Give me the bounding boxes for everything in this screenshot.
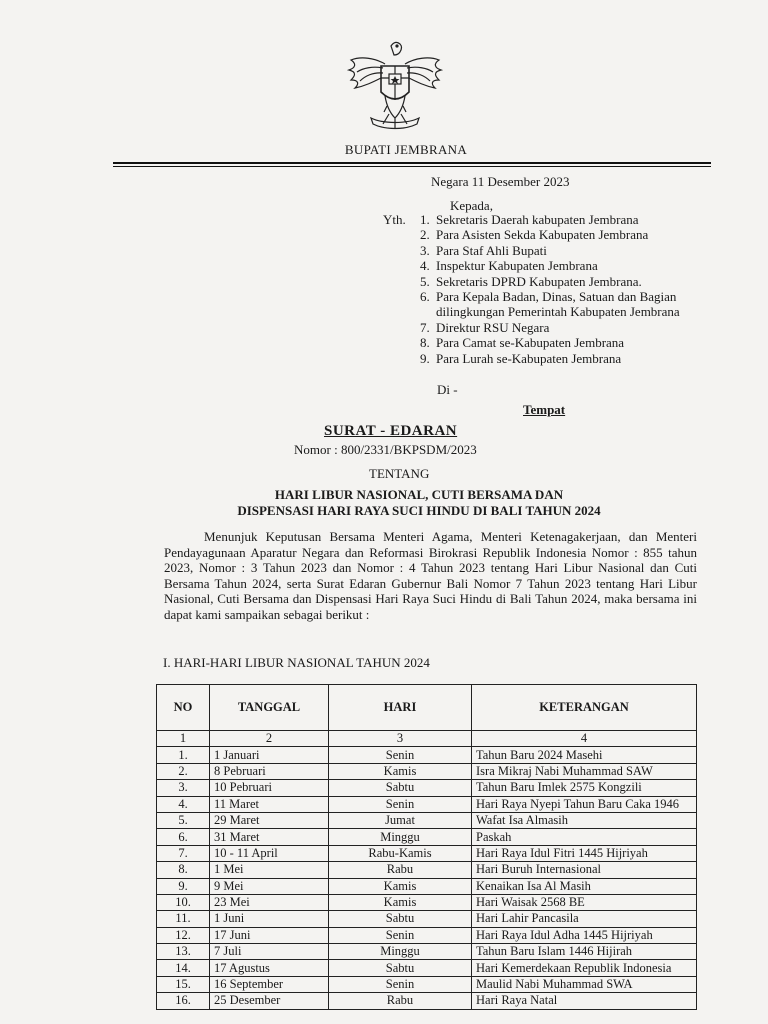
row-day: Kamis — [329, 894, 472, 910]
row-day: Sabtu — [329, 911, 472, 927]
row-number: 3. — [157, 780, 210, 796]
document-title: SURAT - EDARAN — [324, 423, 458, 439]
row-description: Tahun Baru 2024 Masehi — [472, 747, 697, 763]
table-row — [157, 845, 697, 861]
column-header-hari: HARI — [329, 685, 472, 731]
recipient-item: 9. Para Lurah se-Kabupaten Jembrana — [420, 350, 622, 366]
row-description: Hari Raya Nyepi Tahun Baru Caka 1946 — [472, 796, 697, 812]
row-number: 2. — [157, 763, 210, 779]
issuer-title: BUPATI JEMBRANA — [344, 142, 468, 157]
column-header-keterangan: KETERANGAN — [472, 685, 697, 731]
addressee-label: Kepada, — [450, 198, 493, 213]
index-cell: 4 — [472, 731, 697, 747]
row-date: 29 Maret — [210, 812, 329, 828]
document-number: Nomor : 800/2331/BKPSDM/2023 — [294, 442, 477, 457]
row-day: Minggu — [329, 829, 472, 845]
row-description: Tahun Baru Islam 1446 Hijirah — [472, 944, 697, 960]
row-description: Hari Raya Idul Fitri 1445 Hijriyah — [472, 845, 697, 861]
recipient-item: 7. Direktur RSU Negara — [420, 319, 550, 335]
row-description: Kenaikan Isa Al Masih — [472, 878, 697, 894]
row-number: 16. — [157, 993, 210, 1009]
row-number: 4. — [157, 796, 210, 812]
row-date: 31 Maret — [210, 829, 329, 845]
table-row — [157, 960, 697, 976]
recipient-list — [420, 212, 700, 366]
table-header-row — [157, 685, 697, 731]
row-date: 17 Juni — [210, 927, 329, 943]
row-description: Hari Lahir Pancasila — [472, 911, 697, 927]
row-description: Hari Raya Idul Adha 1445 Hijriyah — [472, 927, 697, 943]
row-description: Hari Raya Natal — [472, 993, 697, 1009]
index-cell: 2 — [210, 731, 329, 747]
document-subject — [0, 487, 768, 519]
row-number: 13. — [157, 944, 210, 960]
row-number: 15. — [157, 976, 210, 992]
subject-line-1: HARI LIBUR NASIONAL, CUTI BERSAMA DAN — [274, 487, 564, 502]
table-row — [157, 878, 697, 894]
table-row — [157, 812, 697, 828]
recipient-item: 1. Sekretaris Daerah kabupaten Jembrana — [420, 212, 639, 227]
row-number: 10. — [157, 894, 210, 910]
table-row — [157, 780, 697, 796]
row-description: Isra Mikraj Nabi Muhammad SAW — [472, 763, 697, 779]
row-day: Senin — [329, 927, 472, 943]
index-cell: 3 — [329, 731, 472, 747]
row-date: 17 Agustus — [210, 960, 329, 976]
row-description: Maulid Nabi Muhammad SWA — [472, 976, 697, 992]
tempat-label: Tempat — [523, 402, 566, 417]
row-day: Rabu — [329, 993, 472, 1009]
row-number: 9. — [157, 878, 210, 894]
row-number: 5. — [157, 812, 210, 828]
column-index-row — [157, 731, 697, 747]
recipient-item: 4. Inspektur Kabupaten Jembrana — [420, 258, 598, 274]
row-number: 11. — [157, 911, 210, 927]
row-date: 23 Mei — [210, 894, 329, 910]
table-row — [157, 862, 697, 878]
index-cell: 1 — [157, 731, 210, 747]
row-date: 25 Desember — [210, 993, 329, 1009]
column-header-tanggal: TANGGAL — [210, 685, 329, 731]
row-description: Hari Kemerdekaan Republik Indonesia — [472, 960, 697, 976]
row-date: 8 Pebruari — [210, 763, 329, 779]
row-day: Jumat — [329, 812, 472, 828]
holiday-table — [156, 684, 697, 1010]
row-date: 7 Juli — [210, 944, 329, 960]
row-day: Kamis — [329, 763, 472, 779]
table-row — [157, 944, 697, 960]
row-number: 6. — [157, 829, 210, 845]
row-date: 10 - 11 April — [210, 845, 329, 861]
table-row — [157, 993, 697, 1009]
table-row — [157, 829, 697, 845]
row-date: 9 Mei — [210, 878, 329, 894]
section-heading: I. HARI-HARI LIBUR NASIONAL TAHUN 2024 — [163, 655, 430, 670]
recipient-item: 2. Para Asisten Sekda Kabupaten Jembrana — [420, 227, 649, 243]
row-day: Senin — [329, 976, 472, 992]
table-row — [157, 976, 697, 992]
yth-label: Yth. — [383, 212, 406, 227]
recipient-item: 5. Sekretaris DPRD Kabupaten Jembrana. — [420, 273, 642, 289]
row-date: 10 Pebruari — [210, 780, 329, 796]
recipient-item: 3. Para Staf Ahli Bupati — [420, 242, 547, 258]
body-paragraph: Menunjuk Keputusan Bersama Menteri Agama, Menteri Ketenagakerjaan, dan Menteri Pendayagunaan Aparatur Negara dan Reformasi Birokrasi Republik Indonesia Nomor : 855 tahun 2023, Nomor : 3 Tahun 2023 dan Nomor : 4 Tahun 2023 tentang Hari Libur Nasional dan Cuti Bersama Tahun 2024, serta Surat Edaran Gubernur Bali Nomor 7 Tahun 2023 tentang Hari Libur Nasional, Cuti Bersama dan Dispensasi Hari Raya Suci Hindu di Bali Tahun 2024, maka bersama ini dapat kami sampaikan sebagai berikut : — [164, 529, 697, 622]
garuda-emblem-icon — [345, 38, 445, 134]
letter-date: Negara 11 Desember 2023 — [431, 174, 570, 189]
row-description: Hari Waisak 2568 BE — [472, 894, 697, 910]
row-date: 1 Januari — [210, 747, 329, 763]
table-row — [157, 763, 697, 779]
row-day: Minggu — [329, 944, 472, 960]
recipient-item: 8. Para Camat se-Kabupaten Jembrana — [420, 335, 625, 351]
table-row — [157, 796, 697, 812]
table-row — [157, 927, 697, 943]
row-day: Sabtu — [329, 780, 472, 796]
subject-line-2: DISPENSASI HARI RAYA SUCI HINDU DI BALI TAHUN 2024 — [237, 503, 601, 518]
row-number: 12. — [157, 927, 210, 943]
row-number: 1. — [157, 747, 210, 763]
row-description: Wafat Isa Almasih — [472, 812, 697, 828]
row-date: 16 September — [210, 976, 329, 992]
row-date: 1 Juni — [210, 911, 329, 927]
header-divider-thick — [113, 162, 711, 164]
row-description: Tahun Baru Imlek 2575 Kongzili — [472, 780, 697, 796]
table-row — [157, 911, 697, 927]
tentang-label: TENTANG — [369, 466, 430, 481]
row-day: Sabtu — [329, 960, 472, 976]
recipient-item: 6. Para Kepala Badan, Dinas, Satuan dan Bagian dilingkungan Pemerintah Kabupaten Jembrana — [420, 289, 680, 320]
row-date: 1 Mei — [210, 862, 329, 878]
row-day: Kamis — [329, 878, 472, 894]
row-day: Senin — [329, 747, 472, 763]
row-number: 14. — [157, 960, 210, 976]
table-row — [157, 747, 697, 763]
row-day: Senin — [329, 796, 472, 812]
row-date: 11 Maret — [210, 796, 329, 812]
row-day: Rabu-Kamis — [329, 845, 472, 861]
header-divider-thin — [113, 166, 711, 167]
row-number: 7. — [157, 845, 210, 861]
row-description: Hari Buruh Internasional — [472, 862, 697, 878]
row-day: Rabu — [329, 862, 472, 878]
row-description: Paskah — [472, 829, 697, 845]
row-number: 8. — [157, 862, 210, 878]
column-header-no: NO — [157, 685, 210, 731]
di-label: Di - — [437, 382, 458, 397]
table-row — [157, 894, 697, 910]
